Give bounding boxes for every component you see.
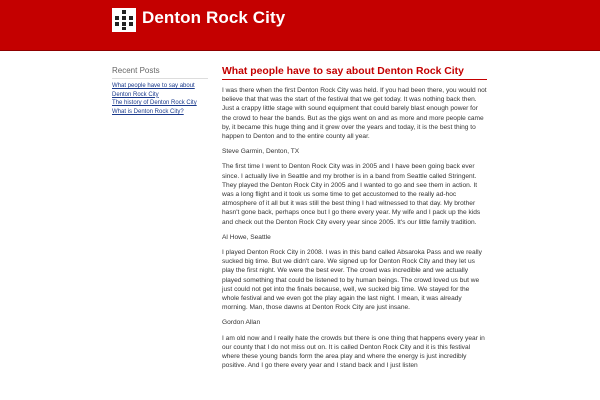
sidebar: [112, 66, 208, 117]
sidebar-link-people-say-line1[interactable]: What people have to say about: [112, 83, 195, 89]
post-title[interactable]: What people have to say about Denton Rock City: [222, 66, 487, 80]
sidebar-link-what-is[interactable]: What is Denton Rock City?: [112, 109, 184, 116]
site-header: [0, 0, 600, 51]
testimonial-author: Steve Garmin, Denton, TX: [222, 148, 300, 156]
testimonial-paragraph: I played Denton Rock City in 2008. I was in this band called Absaroka Pass and we really sucked big time. But we didn't care. We signed up for Denton Rock City and they let us play the first night. We were the best ever. The crowd was incredible and we actually played something that could be listened to by human beings. The crowd loved us but we just could not get into the finals because, well, we sucked big time. We stayed for the whole festival and we even got the play again the last night. I mean, it was already morning. Man, those dawns at Denton Rock City are just insane.: [222, 249, 482, 312]
testimonial-author: Al Howe, Seattle: [222, 233, 271, 241]
testimonial-paragraph: I was there when the first Denton Rock City was held. If you had been there, you would not believe that that was the start of the festival that we get today. It was nothing back then. Just a crappy little stage with sound equipment that could barely blast enough power for the crowd to hear the bands. But as the gigs went on and as more and more people came by, it became this huge thing and it grew over the years and today, it is the best thing to happen to Denton and to the entire county all year.: [222, 87, 487, 141]
main-content: [222, 66, 487, 376]
testimonial-paragraph: The first time I went to Denton Rock City was in 2005 and I have been going back ever since. I actually live in Seattle and my brother is in a band from Seattle called Stringent. They played the Denton Rock City in 2005 and I wanted to go and see them in action. It was a long flight and it took us some time to get accustomed to the really ad-hoc atmosphere of it all but it was still the best thing I had witnessed to that day. My brother hasn't gone back, perhaps once but I go there every year. My wife and I pack up the kids and check out the Denton Rock City every year since 2005. It's our little family tradition.: [222, 163, 481, 226]
sidebar-link-people-say-line2[interactable]: Denton Rock City: [112, 91, 159, 98]
grid-logo-icon[interactable]: [112, 8, 136, 32]
sidebar-link-history[interactable]: The history of Denton Rock City: [112, 100, 197, 107]
testimonial-author: Gordon Allan: [222, 319, 261, 327]
testimonial-paragraph: I am old now and I really hate the crowds but there is one thing that happens every year in our county that I do not miss out on. It is called Denton Rock City and it is this festival where these young bands form the area play and where the energy is just incredibly positive. And I go there every year and I stand back and I just listen: [222, 334, 485, 370]
recent-posts-heading: Recent Posts: [112, 66, 208, 79]
site-title-link[interactable]: Denton Rock City: [142, 8, 286, 27]
